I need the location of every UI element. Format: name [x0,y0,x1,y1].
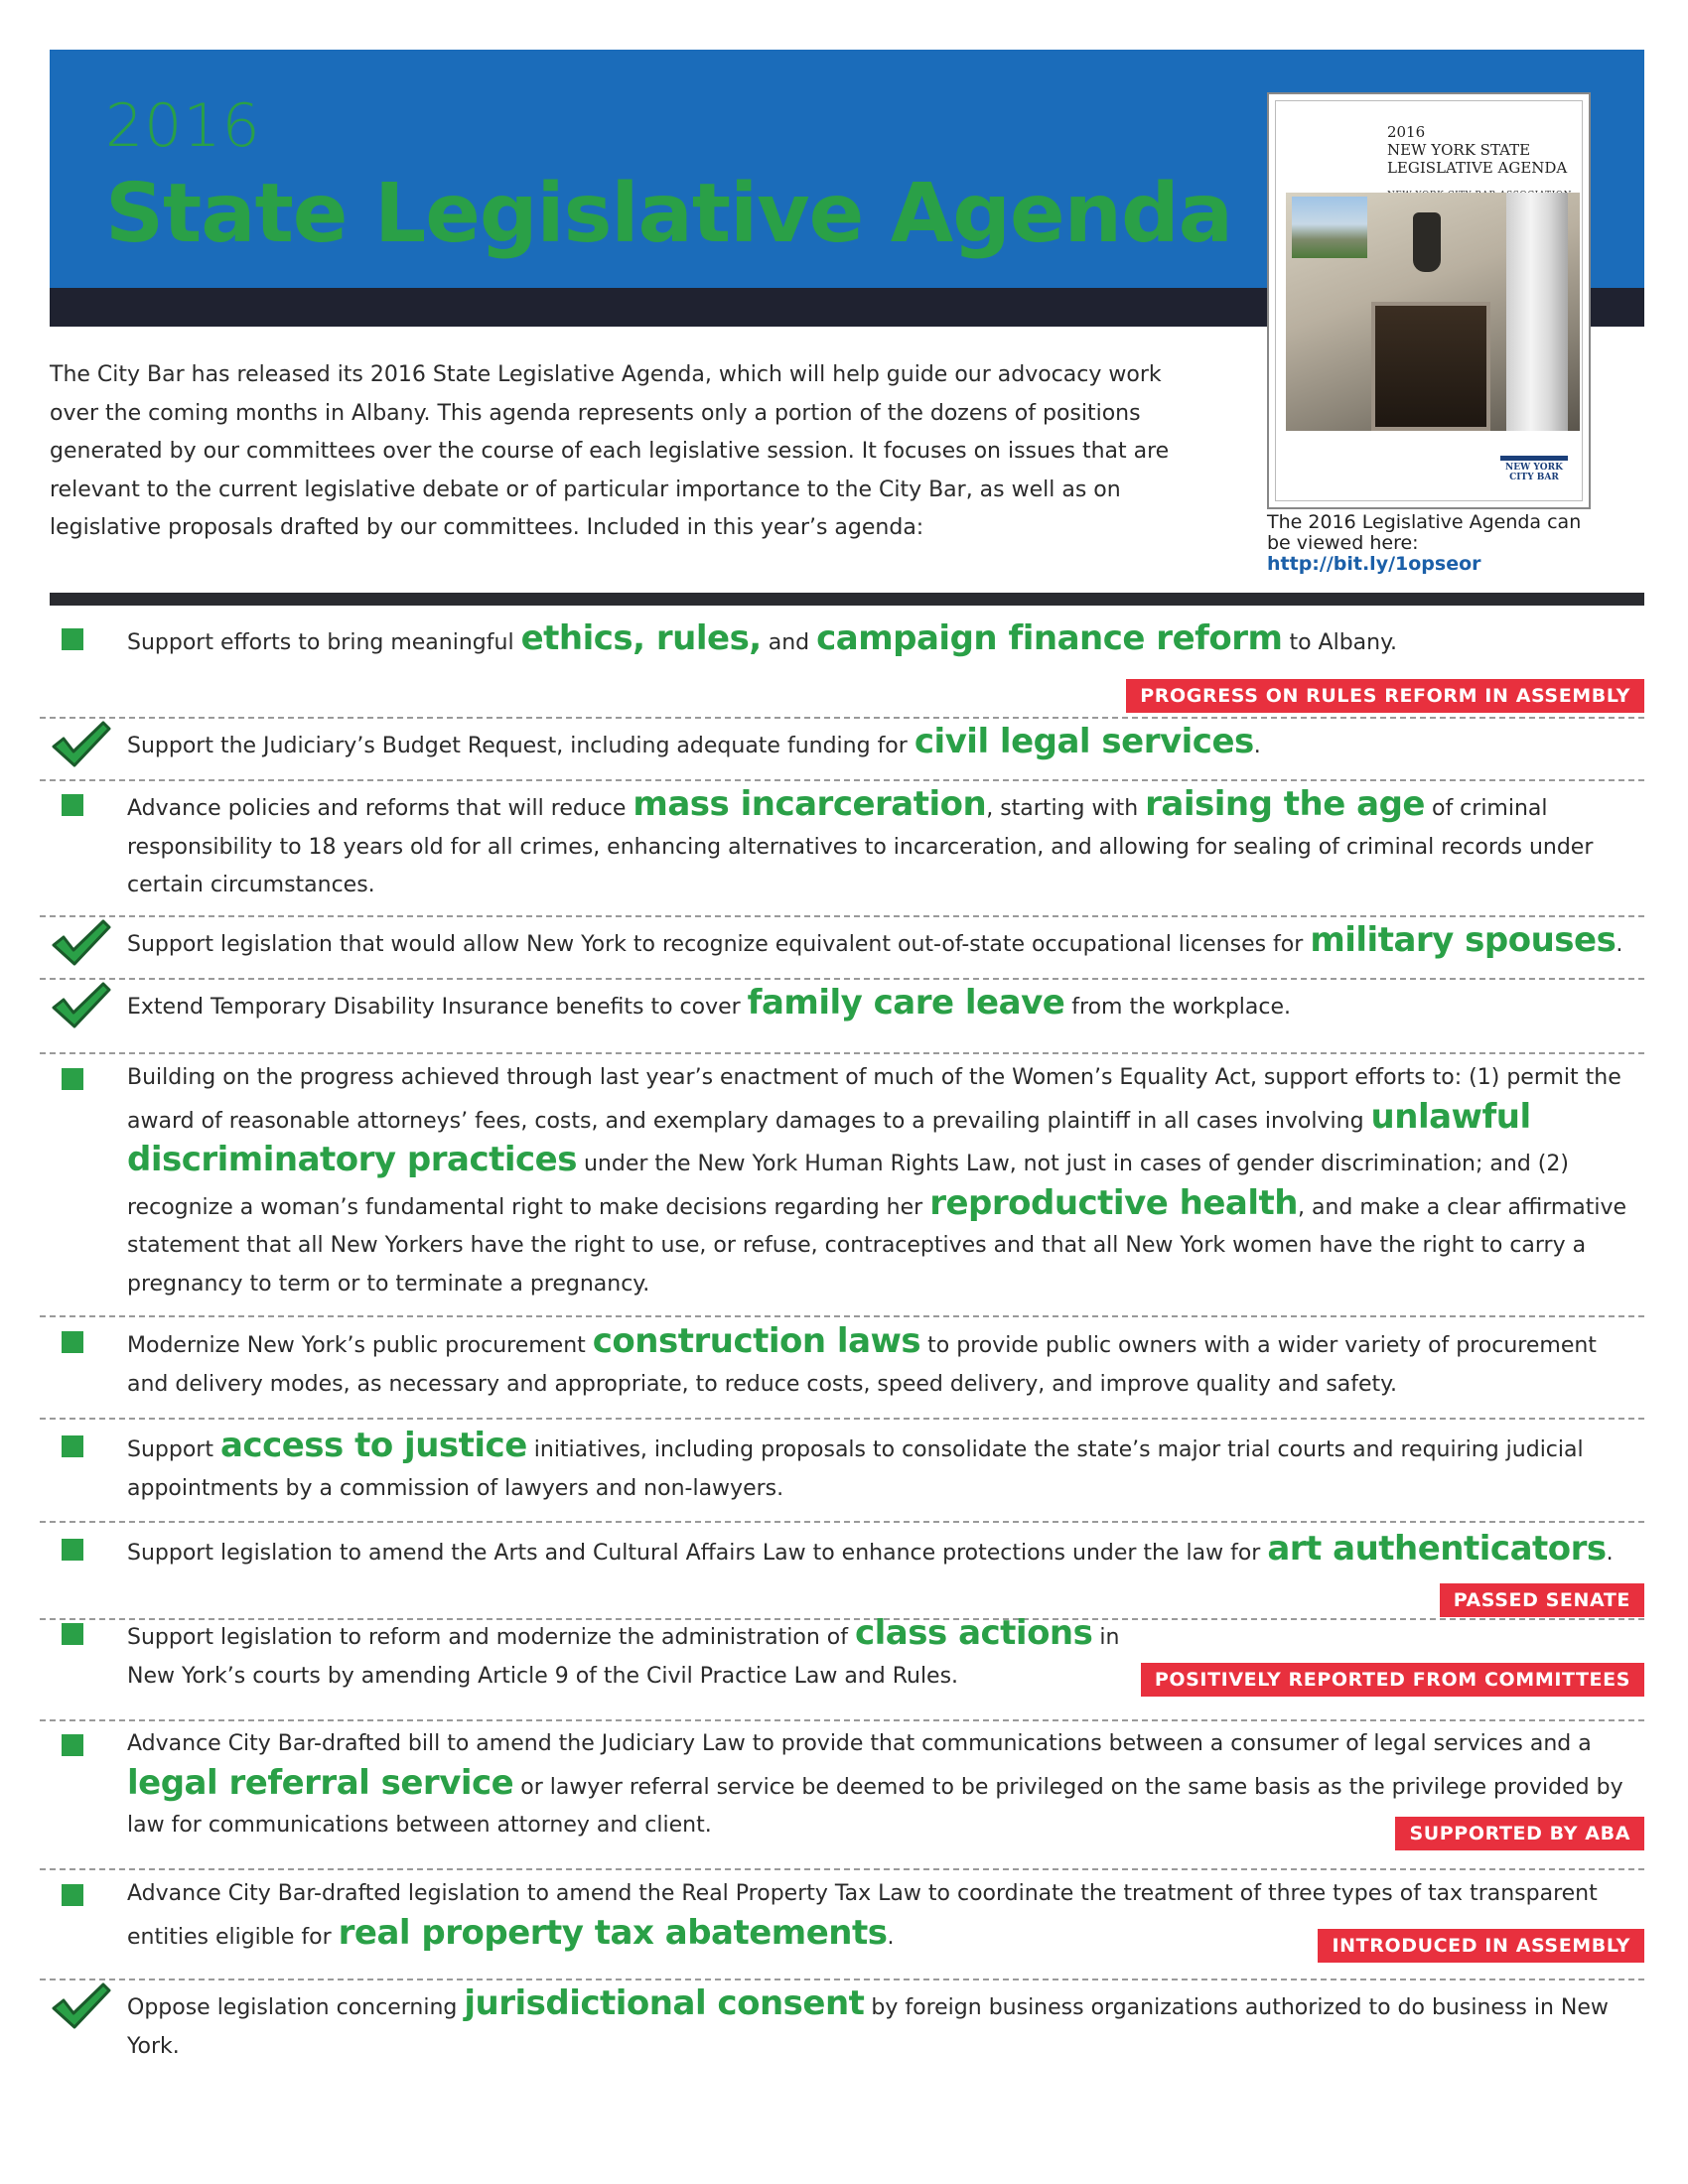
agenda-item-segment: in New York’s courts by amending Article 9 of the Civil Practice Law and Rules. [127,1625,1120,1689]
agenda-item-text [127,1614,1170,1696]
highlight-term: civil legal services [914,722,1254,761]
highlight-term: jurisdictional consent [464,1983,865,2023]
item-separator [40,1315,1644,1317]
cover-title-line1: NEW YORK STATE [1386,141,1531,159]
highlight-term: reproductive health [929,1182,1298,1223]
agenda-item-segment: initiatives, including proposals to consolidate the state’s major trial courts and requiring judicial appointments by a commission of lawyers and non-lawyers. [127,1437,1584,1501]
agenda-item-segment: and [761,630,817,655]
agenda-item-segment: Building on the progress achieved through last year’s enactment of much of the Women’s Equality Act, support efforts to: (1) permit the award of reasonable attorneys’ fees, costs, and exemplary damages to a prevailing plaintiff in all cases involving [127,1065,1621,1134]
highlight-term: raising the age [1145,784,1425,824]
cover-title-line2: LEGISLATIVE AGENDA [1386,159,1568,177]
agenda-item [50,784,1644,898]
page-title: State Legislative Agenda [105,167,1232,261]
agenda-item-text [127,1427,1644,1508]
highlight-term: art authenticators [1267,1529,1607,1569]
agenda-item-segment: Extend Temporary Disability Insurance benefits to cover [127,995,748,1020]
checkmark-icon [50,980,113,1029]
agenda-item-text [127,723,1644,766]
agenda-item-text [127,1984,1644,2066]
agenda-item-segment: , and make a clear affirmative statement that all New Yorkers have the right to use, or refuse, contraceptives and that all New York women have the right to carry a pregnancy to term or to terminate a pregnancy. [127,1194,1627,1297]
status-badge: INTRODUCED IN ASSEMBLY [1318,1929,1644,1963]
agenda-item-segment: from the workplace. [1064,995,1291,1020]
agenda-item-segment: Modernize New York’s public procurement [127,1333,593,1358]
agenda-item-segment: under the New York Human Rights Law, not just in cases of gender discrimination; and (2) recognize a woman’s fundamental right to make decisions regarding her [127,1152,1569,1220]
checkmark-icon [50,719,113,768]
agenda-item-segment: to Albany. [1282,630,1397,655]
agenda-item-segment: Support the Judiciary’s Budget Request, including adequate funding for [127,734,914,758]
highlight-term: construction laws [592,1321,921,1361]
highlight-term: unlawful discriminatory practices [127,1096,1531,1180]
green-square-bullet-icon [62,1884,83,1906]
agenda-item-segment: Advance policies and reforms that will reduce [127,796,633,821]
agenda-item [50,722,1644,766]
agenda-item [50,983,1644,1027]
item-separator [40,978,1644,980]
agenda-item-text [127,984,1644,1027]
item-separator [40,1979,1644,1980]
agenda-item-segment: . [1616,932,1623,957]
highlight-term: family care leave [747,983,1065,1023]
green-square-bullet-icon [62,628,83,650]
agenda-item [50,1426,1644,1501]
agenda-item-segment: by foreign business organizations authorized to do business in New York. [127,1995,1609,2059]
green-square-bullet-icon [62,1539,83,1561]
highlight-term: class actions [855,1613,1093,1653]
agenda-item-segment: Advance City Bar-drafted legislation to amend the Real Property Tax Law to coordinate the treatment of three types of tax transparent entities eligible for [127,1881,1598,1950]
status-badge: SUPPORTED BY ABA [1395,1817,1644,1850]
item-separator [40,1418,1644,1420]
agenda-item-text [127,785,1644,905]
highlight-term: access to justice [219,1426,527,1465]
highlight-term: ethics, rules, [520,618,762,658]
agenda-item [50,1063,1644,1297]
agenda-item [50,920,1644,965]
agenda-item-text [127,619,1438,663]
agenda-item-segment: Support [127,1437,220,1462]
item-separator [40,779,1644,781]
agenda-item-text [127,1059,1644,1304]
item-separator [40,1868,1644,1870]
checkmark-icon [50,1980,113,2030]
item-separator [40,1719,1644,1721]
item-separator [40,915,1644,917]
highlight-term: campaign finance reform [816,618,1283,658]
green-square-bullet-icon [62,1734,83,1756]
highlight-term: mass incarceration [633,784,987,824]
green-square-bullet-icon [62,1435,83,1457]
agenda-item-segment: Support efforts to bring meaningful [127,630,521,655]
agenda-item-segment: Support legislation to reform and modernize the administration of [127,1625,855,1650]
status-badge: PASSED SENATE [1440,1583,1644,1617]
agenda-item-text [127,921,1644,965]
logo-line2: CITY BAR [1509,473,1559,482]
agenda-item-segment: . [887,1924,895,1950]
highlight-term: military spouses [1310,920,1617,960]
status-badge: PROGRESS ON RULES REFORM IN ASSEMBLY [1126,679,1644,713]
highlight-term: real property tax abatements [338,1912,888,1953]
item-separator [40,1052,1644,1054]
green-square-bullet-icon [62,1068,83,1090]
agenda-item-segment: of criminal responsibility to 18 years old for all crimes, enhancing alternatives to incarceration, and allowing for sealing of criminal records under certain circumstances. [127,796,1594,898]
agenda-item-text [127,1530,1644,1573]
agenda-item-segment: Support legislation to amend the Arts and Cultural Affairs Law to enhance protections under the law for [127,1541,1268,1566]
agenda-link[interactable]: http://bit.ly/1opseor [1267,553,1481,575]
caption-text: The 2016 Legislative Agenda can be viewed here: [1267,511,1582,554]
agenda-item [50,1529,1644,1573]
intro-paragraph: The City Bar has released its 2016 State Legislative Agenda, which will help guide our advocacy work over the coming months in Albany. This agenda represents only a portion of the dozens of positions generated by our committees over the course of each legislative session. It focuses on issues that are relevant to the current legislative debate or of particular importance to the City Bar, as well as on legislative proposals drafted by our committees. Included in this year’s agenda: [50,362,1170,541]
status-badge: POSITIVELY REPORTED FROM COMMITTEES [1141,1663,1644,1697]
agenda-item-text [127,1322,1644,1404]
agenda-item-segment: . [1253,734,1261,758]
item-separator [40,1521,1644,1523]
agenda-item [50,1983,1644,2059]
header-year: 2016 [105,91,261,161]
agenda-item [50,618,1644,663]
highlight-term: legal referral service [127,1762,514,1803]
cover-year: 2016 [1386,123,1426,141]
green-square-bullet-icon [62,1331,83,1353]
logo-line1: NEW YORK [1505,463,1563,473]
agenda-item-segment: , starting with [986,796,1146,821]
agenda-item-segment: Oppose legislation concerning [127,1995,465,2020]
agenda-item-segment: Support legislation that would allow New York to recognize equivalent out-of-state occupational licenses for [127,932,1311,957]
agenda-item-segment: Advance City Bar-drafted bill to amend the Judiciary Law to provide that communications between a consumer of legal services and a [127,1731,1592,1756]
green-square-bullet-icon [62,1623,83,1645]
agenda-item [50,1321,1644,1397]
agenda-item-segment: . [1606,1541,1614,1566]
green-square-bullet-icon [62,794,83,816]
checkmark-icon [50,917,113,967]
item-separator [40,717,1644,719]
agenda-item-segment: or lawyer referral service be deemed to be privileged on the same basis as the privilege provided by law for communications between attorney and client. [127,1774,1623,1839]
agenda-item-segment: to provide public owners with a wider variety of procurement and delivery modes, as necessary and appropriate, to reduce costs, speed delivery, and improve quality and safety. [127,1333,1597,1397]
